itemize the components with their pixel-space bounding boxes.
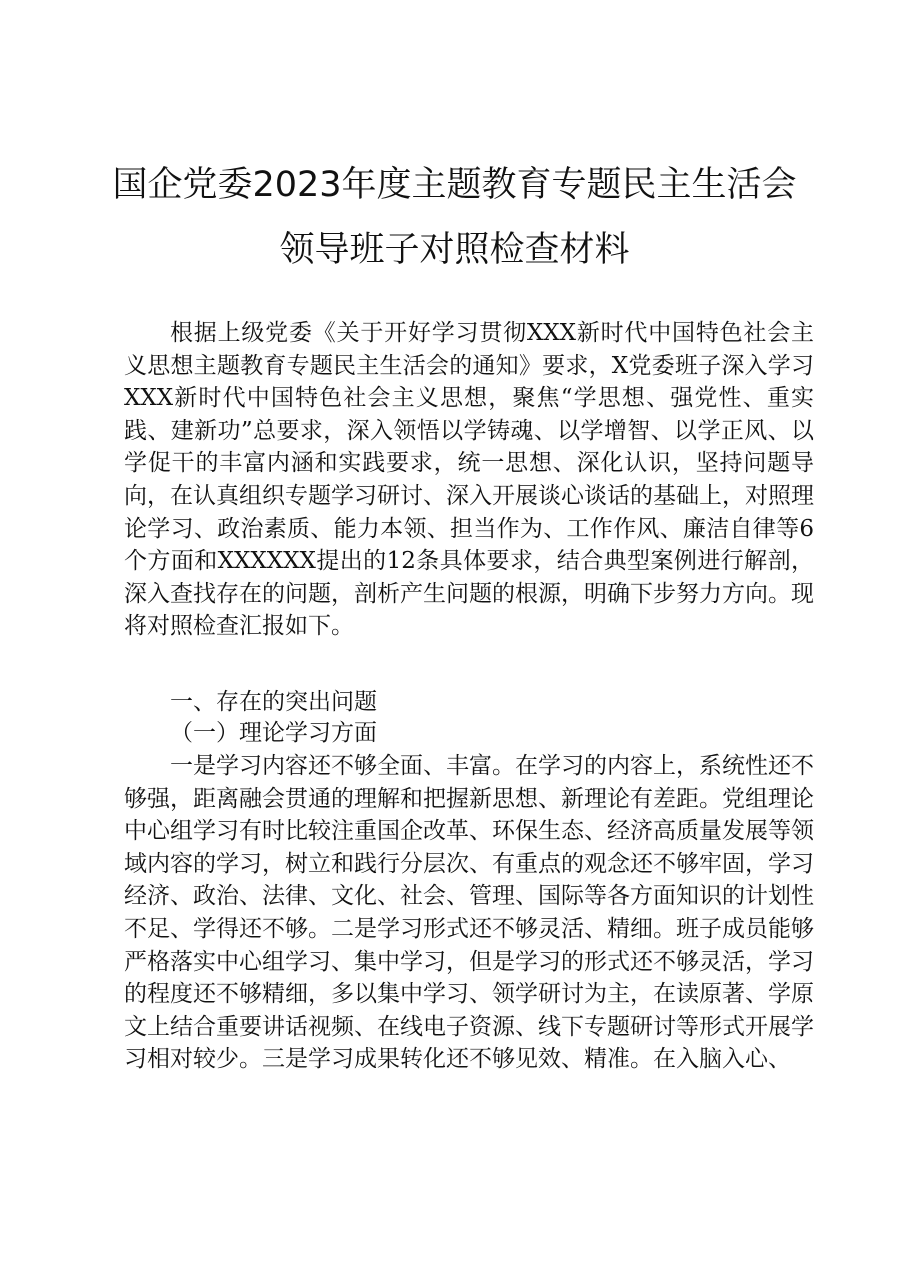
document-title-line-2: 领导班子对照检查材料 <box>279 230 630 270</box>
subsection-heading: （一）理论学习方面 <box>170 720 377 746</box>
document-title-line-1: 国企党委2023年度主题教育专题民主生活会 <box>112 165 797 205</box>
section-heading: 一、存在的突出问题 <box>170 689 377 715</box>
subsection-paragraph: 一是学习内容还不够全面、丰富。在学习的内容上，系统性还不够强，距离融会贯通的理解和把握新思想、新理论有差距。党组理论中心组学习有时比较注重国企改革、环保生态、经济高质量发展等领域内容的学习，树立和践行分层次、有重点的观念还不够牢固，学习经济、政治、法律、文化、社会、管理、国际等各方面知识的计划性不足、学得还不够。二是学习形式还不够灵活、精细。班子成员能够严格落实中心组学习、集中学习，但是学习的形式还不够灵活，学习的程度还不够精细，多以集中学习、领学研讨为主，在读原著、学原文上结合重要讲话视频、在线电子资源、线下专题研讨等形式开展学习相对较少。三是学习成果转化还不够见效、精准。在入脑入心、 <box>124 753 814 1073</box>
intro-paragraph: 根据上级党委《关于开好学习贯彻XXX新时代中国特色社会主义思想主题教育专题民主生活会的通知》要求，X党委班子深入学习XXX新时代中国特色社会主义思想，聚焦“学思想、强党性、重实践、建新功”总要求，深入领悟以学铸魂、以学增智、以学正风、以学促干的丰富内涵和实践要求，统一思想、深化认识，坚持问题导向，在认真组织专题学习研讨、深入开展谈心谈话的基础上，对照理论学习、政治素质、能力本领、担当作为、工作作风、廉洁自律等6个方面和XXXXXX提出的12条具体要求，结合典型案例进行解剖，深入查找存在的问题，剖析产生问题的根源，明确下步努力方向。现将对照检查汇报如下。 <box>124 320 814 640</box>
